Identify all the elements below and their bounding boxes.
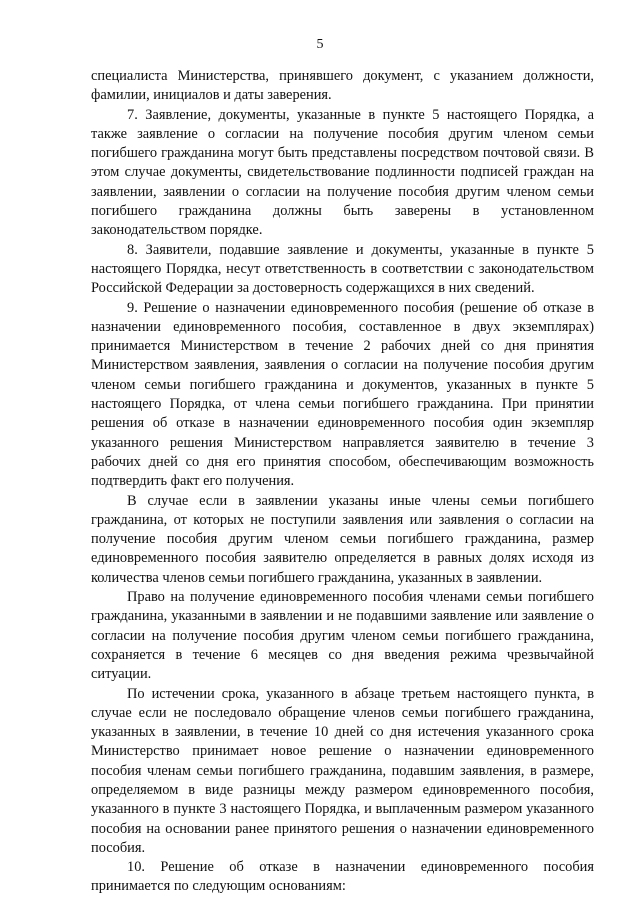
paragraph-item-9: 9. Решение о назначении единовременного пособия (решение об отказе в назначении единовременного пособия, составленное в двух экземплярах) принимается Министерством в течение 2 рабочих дней со дня принятия Министерством заявления, заявления о согласии на получение пособия другим членом семьи погибшего гражданина и документов, указанных в пункте 5 настоящего Порядка, от члена семьи погибшего гражданина. При принятии решения об отказе в назначении единовременного пособия один экземпляр указанного решения Министерством направляется заявителю в течение 3 рабочих дней со дня его принятия способом, обеспечивающим возможность подтвердить факт его получения. <box>91 299 594 490</box>
page-number: 5 <box>316 37 324 52</box>
paragraph-item-7: 7. Заявление, документы, указанные в пункте 5 настоящего Порядка, а также заявление о согласии на получение пособия другим членом семьи погибшего гражданина могут быть представлены посредством почтовой связи. В этом случае документы, свидетельствование подлинности подписей граждан на заявлении, заявлении о согласии на получение пособия другим членом семьи погибшего гражданина должны быть заверены в установленном законодательством порядке. <box>91 106 594 239</box>
paragraph-continuation: специалиста Министерства, принявшего документ, с указанием должности, фамилии, инициалов и даты заверения. <box>91 68 594 104</box>
paragraph-item-10: 10. Решение об отказе в назначении единовременного пособия принимается по следующим основаниям: <box>91 859 594 895</box>
paragraph-item-9-part-2: В случае если в заявлении указаны иные члены семьи погибшего гражданина, от которых не поступили заявления или заявления о согласии на получение пособия другим членом семьи погибшего гражданина, размер единовременного пособия заявителю определяется в равных долях исходя из количества членов семьи погибшего гражданина, указанных в заявлении. <box>91 492 594 586</box>
paragraph-item-9-part-4: По истечении срока, указанного в абзаце третьем настоящего пункта, в случае если не последовало обращение членов семьи погибшего гражданина, указанных в заявлении, в течение 10 дней со дня истечения указанного срока Министерство принимает новое решение о назначении единовременного пособия членам семьи погибшего гражданина, подавшим заявления, в размере, определяемом в виде разницы между размером единовременного пособия, указанного в пункте 3 настоящего Порядка, и выплаченным размером указанного пособия на основании ранее принятого решения о назначении единовременного пособия. <box>91 685 594 856</box>
paragraph-item-8: 8. Заявители, подавшие заявление и документы, указанные в пункте 5 настоящего Порядка, несут ответственность в соответствии с законодательством Российской Федерации за достоверность содержащихся в них сведений. <box>91 241 594 297</box>
paragraph-item-9-part-3: Право на получение единовременного пособия членами семьи погибшего гражданина, указанными в заявлении и не подавшими заявление или заявление о согласии на получение пособия другим членом семьи погибшего гражданина, сохраняется в течение 6 месяцев со дня введения режима чрезвычайной ситуации. <box>91 589 594 683</box>
document-body <box>91 67 594 897</box>
